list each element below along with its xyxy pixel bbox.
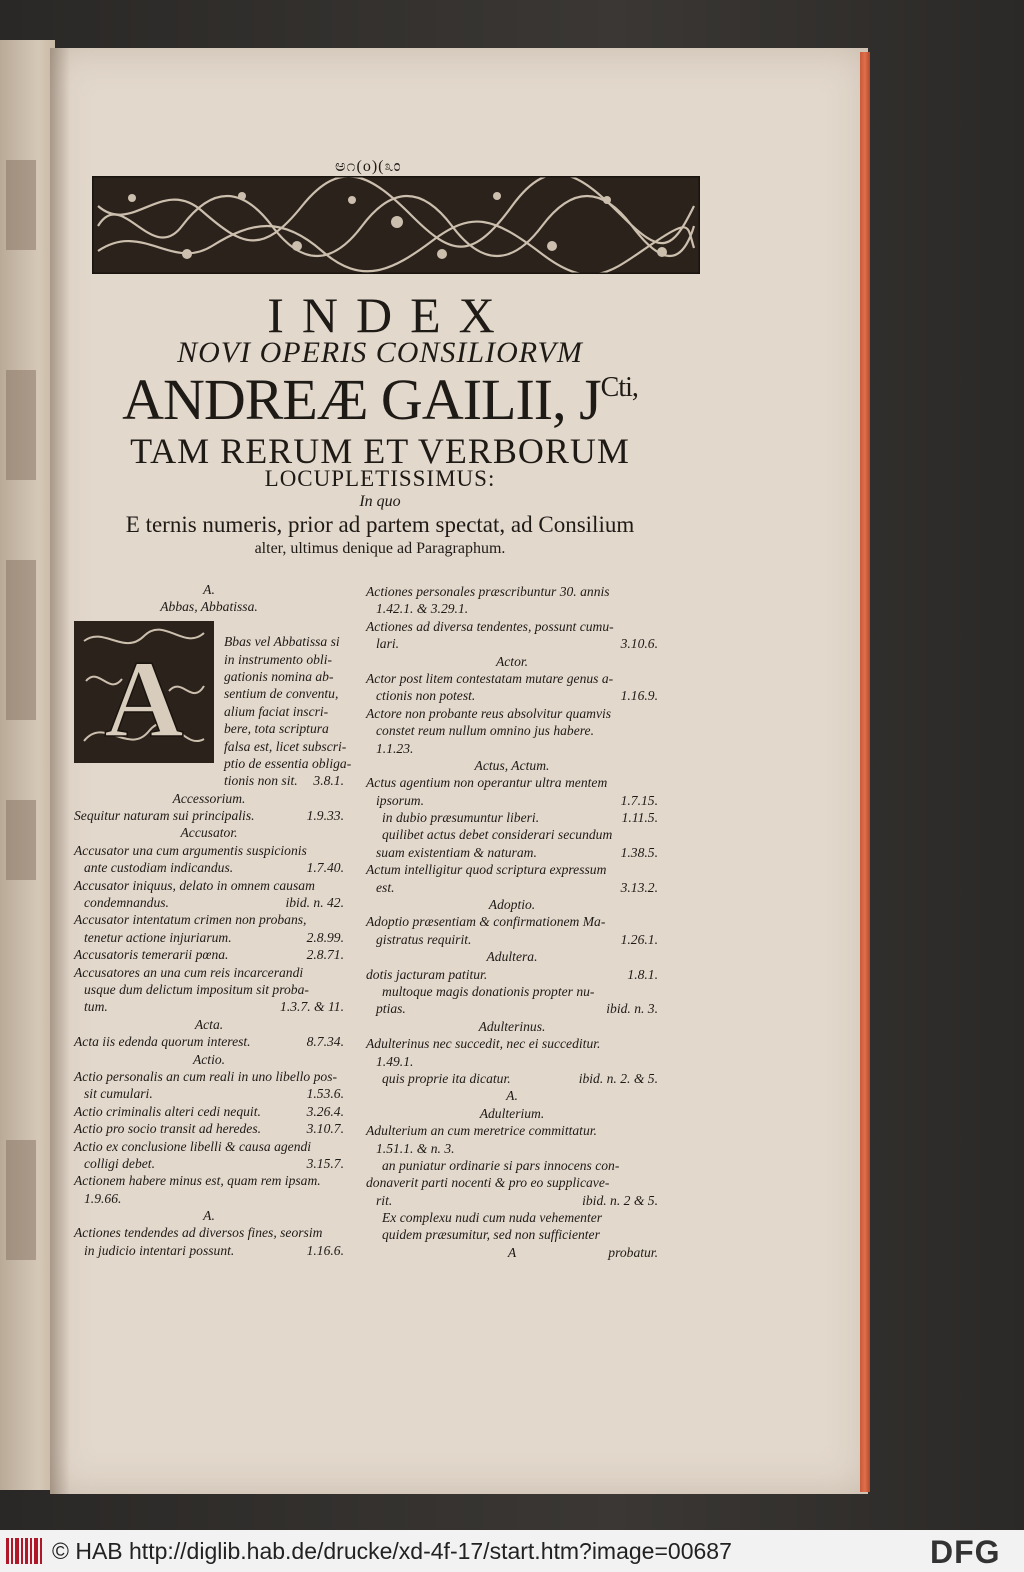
index-entry [366, 687, 658, 704]
index-entry-text: bere, tota scriptura [224, 721, 329, 737]
index-entry [366, 1087, 658, 1104]
index-entry-reference: 1.3.7. & 11. [280, 999, 344, 1015]
index-entry-text: Accusatores an una cum reis incarcerandi [74, 964, 304, 980]
index-entry [74, 738, 347, 755]
index-title: INDEX [267, 287, 513, 343]
index-entry [366, 844, 658, 861]
index-entry-reference: 3.8.1. [313, 773, 344, 789]
index-entry [74, 1120, 344, 1137]
index-entry [366, 1122, 658, 1139]
index-entry [366, 879, 658, 896]
index-entry-text: lari. [376, 636, 400, 652]
index-entry-text: Sequitur naturam sui principalis. [74, 808, 255, 824]
index-entry [74, 859, 344, 876]
index-entry [74, 1051, 344, 1068]
index-entry-text: Acta iis edenda quorum interest. [74, 1034, 251, 1050]
index-entry [74, 633, 344, 650]
index-entry [74, 964, 344, 981]
index-entry [74, 720, 344, 737]
index-entry-text: falsa est, licet subscri- [224, 738, 347, 754]
subtitle-locupletissimus: LOCUPLETISSIMUS: [264, 466, 496, 491]
subtitle-numeris: E ternis numeris, prior ad partem spectat, ad Consilium [125, 512, 635, 537]
index-entry [74, 894, 344, 911]
index-entry [74, 755, 352, 772]
index-entry [74, 1138, 344, 1155]
index-entry-text: an puniatur ordinarie si pars innocens con- [382, 1157, 620, 1173]
index-entry-reference: 1.8.1. [627, 966, 658, 982]
index-entry-text: Accessorium. [172, 790, 246, 806]
index-entry-text: Actio. [192, 1051, 226, 1067]
index-entry-text: A [507, 1244, 517, 1260]
index-entry-reference: ibid. n. 3. [606, 1001, 658, 1017]
index-entry [366, 670, 658, 687]
index-entry-text: sentium de conventu, [224, 686, 339, 702]
index-entry [366, 1192, 658, 1209]
index-entry [366, 966, 658, 983]
index-entry-text: alium faciat inscri- [224, 703, 329, 719]
index-entry [366, 1209, 658, 1226]
index-entry [366, 705, 658, 722]
index-entry [74, 1172, 344, 1189]
index-entry-text: Actum intelligitur quod scriptura expressum [366, 862, 607, 878]
index-entry-text: constet reum nullum omnino jus habere. [376, 723, 594, 739]
index-entry [74, 842, 344, 859]
index-entry [366, 913, 658, 930]
index-entry [74, 668, 344, 685]
source-url[interactable]: © HAB http://diglib.hab.de/drucke/xd-4f-17/start.htm?image=00687 [52, 1538, 732, 1564]
index-entry [74, 824, 344, 841]
author-name: ANDREÆ GAILII, J [122, 367, 601, 432]
index-entry [366, 1244, 658, 1261]
facing-page-edge [0, 40, 55, 1490]
index-entry-text: est. [376, 879, 395, 895]
barcode-icon [6, 1538, 44, 1564]
index-entry-text: Adulterinus. [478, 1018, 546, 1034]
index-entry-text: Adoptio. [488, 897, 536, 913]
index-entry-text: Actionem habere minus est, quam rem ipsam. [74, 1173, 321, 1189]
index-entry-text: Actio ex conclusione libelli & causa agendi [74, 1138, 312, 1154]
index-entry-text: A. [203, 582, 215, 597]
index-entry-text: Accusator. [180, 825, 238, 841]
index-entry [366, 600, 658, 617]
index-entry-text: Accusator intentatum crimen non probans, [74, 912, 307, 928]
index-entry [366, 809, 658, 826]
index-entry-reference: ibid. n. 42. [285, 895, 344, 911]
index-entry [366, 722, 658, 739]
author-title-sup: Cti, [600, 372, 638, 403]
index-entry-text: Actus, Actum. [474, 757, 550, 773]
index-entry [366, 1140, 658, 1157]
index-entry-text: tenetur actione injuriarum. [84, 929, 232, 945]
index-entry-text: Actiones tendendes ad diversos fines, seorsim [74, 1225, 323, 1241]
index-entry [366, 653, 658, 670]
index-entry [74, 1103, 344, 1120]
index-entry [74, 1068, 344, 1085]
index-entry-reference: 3.15.7. [306, 1155, 344, 1171]
index-entry-text: quidem præsumitur, sed non sufficienter [382, 1227, 600, 1243]
index-entry-reference: 3.10.7. [306, 1121, 344, 1137]
index-entry [366, 757, 658, 774]
index-entry [74, 1016, 344, 1033]
index-entry-text: Adoptio præsentiam & confirmationem Ma- [366, 914, 606, 930]
index-entry-text: colligi debet. [84, 1155, 155, 1171]
index-column-left [74, 581, 352, 1259]
index-entry-text: Adulterium. [479, 1105, 545, 1121]
index-entry-text: Actio pro socio transit ad heredes. [74, 1121, 262, 1137]
index-entry-text: Accusator iniquus, delato in omnem causam [74, 877, 315, 893]
index-entry-text: Bbas vel Abbatissa si [224, 634, 340, 650]
index-entry-text: 1.49.1. [376, 1053, 414, 1069]
index-entry [366, 1226, 658, 1243]
index-entry [74, 685, 344, 702]
index-entry-reference: 1.11.5. [621, 810, 658, 826]
page-gutter-shadow [50, 48, 70, 1494]
index-entry-reference: 1.16.6. [306, 1242, 344, 1258]
index-entry-text: gistratus requirit. [376, 931, 472, 947]
index-entry-text: donaverit parti nocenti & pro eo supplicave- [366, 1175, 610, 1191]
index-entry-text: usque dum delictum impositum sit proba- [84, 981, 309, 997]
index-entry [366, 1035, 658, 1052]
index-column-right [366, 583, 658, 1261]
subtitle-rerum: TAM RERUM ET VERBORUM [130, 431, 630, 471]
index-entry-text: A. [203, 1208, 215, 1224]
index-entry-text: gationis nomina ab- [224, 668, 334, 684]
index-entry-text: 1.9.66. [84, 1190, 122, 1206]
index-entry-text: quis proprie ita dicatur. [382, 1070, 511, 1086]
index-entry-reference: 3.13.2. [620, 879, 658, 895]
author-line [0, 366, 760, 433]
index-entry [74, 616, 344, 633]
index-entry-text: Ex complexu nudi cum nuda vehementer [382, 1210, 603, 1226]
index-entry [74, 877, 344, 894]
index-entry-reference: probatur. [608, 1244, 658, 1260]
index-entry [366, 861, 658, 878]
index-entry-text: ctionis non potest. [376, 688, 476, 704]
index-entry-text: ante custodiam indicandus. [84, 860, 234, 876]
index-entry-text: Abbas, Abbatissa. [160, 599, 258, 615]
index-entry [366, 1000, 658, 1017]
index-entry [366, 948, 658, 965]
index-entry-text: Accusatoris temerarii pœna. [74, 947, 229, 963]
dfg-logo: DFG [930, 1534, 1001, 1570]
index-entry-text: Adultera. [486, 949, 538, 965]
index-entry-text: tionis non sit. [224, 773, 298, 789]
index-entry-reference: ibid. n. 2 & 5. [582, 1192, 658, 1208]
index-entry [74, 598, 344, 615]
index-entry [366, 740, 658, 757]
index-entry-reference: 1.9.33. [306, 808, 344, 824]
index-entry-text: in judicio intentari possunt. [84, 1242, 235, 1258]
footer-bar [0, 1530, 1024, 1572]
subtitle-opus: NOVI OPERIS CONSILIORVM [177, 336, 583, 369]
index-entry [366, 774, 658, 791]
header-ornament-mark: ಅ೧(o)(೩ಂ [335, 158, 402, 175]
index-entry-reference: 1.26.1. [620, 931, 658, 947]
svg-text:A: A [104, 638, 184, 760]
index-entry-text: Actus agentium non operantur ultra mentem [366, 775, 608, 791]
index-entry [366, 826, 658, 843]
index-entry [74, 581, 344, 598]
index-entry-text: multoque magis donationis propter nu- [382, 983, 595, 999]
index-entry-text: in dubio præsumuntur liberi. [382, 810, 540, 826]
index-entry [366, 896, 658, 913]
index-entry-text: Actor. [495, 653, 529, 669]
index-entry [74, 772, 344, 789]
index-entry-text: Actiones personales præscribuntur 30. annis [366, 584, 610, 599]
index-entry-reference: 2.8.99. [306, 929, 344, 945]
index-entry-text: Actore non probante reus absolvitur quamvis [366, 705, 612, 721]
index-entry [74, 1207, 344, 1224]
index-entry [74, 1155, 344, 1172]
index-entry-text: ipsorum. [376, 792, 424, 808]
index-entry-text: Actio criminalis alteri cedi nequit. [74, 1103, 261, 1119]
index-entry-text: 1.1.23. [376, 740, 414, 756]
index-entry [366, 1053, 658, 1070]
index-entry-text: tum. [84, 999, 108, 1015]
index-entry-text: rit. [376, 1192, 393, 1208]
index-entry [74, 911, 344, 928]
subtitle-in-quo: In quo [359, 493, 401, 510]
index-entry-text: A. [506, 1088, 518, 1104]
index-entry-reference: 8.7.34. [306, 1034, 344, 1050]
index-entry-text: sit cumulari. [84, 1086, 153, 1102]
index-entry-text: Acta. [194, 1016, 224, 1032]
index-entry [366, 1105, 658, 1122]
index-entry [74, 790, 344, 807]
index-entry [366, 983, 658, 1000]
index-entry-reference: 2.8.71. [306, 947, 344, 963]
index-entry-reference: 1.53.6. [306, 1086, 344, 1102]
index-entry [366, 931, 658, 948]
index-entry [74, 981, 344, 998]
index-entry [74, 703, 344, 720]
index-entry [74, 1033, 344, 1050]
index-entry-reference: ibid. n. 2. & 5. [578, 1070, 658, 1086]
index-entry-reference: 1.16.9. [620, 688, 658, 704]
index-entry-reference: 1.7.15. [620, 792, 658, 808]
index-entry-text: Accusator una cum argumentis suspicionis [74, 842, 307, 858]
index-entry [74, 651, 344, 668]
index-entry-text: suam existentiam & naturam. [376, 844, 537, 860]
index-entry-text: Adulterinus nec succedit, nec ei succeditur. [366, 1036, 601, 1052]
index-entry-reference: 3.26.4. [306, 1103, 344, 1119]
index-entry [74, 998, 344, 1015]
index-entry-text: Actor post litem contestatam mutare genus a- [366, 670, 614, 686]
index-entry-text: in instrumento obli- [224, 651, 332, 667]
index-entry [74, 1190, 344, 1207]
index-entry-text: ptias. [376, 1001, 406, 1017]
index-entry [366, 1157, 658, 1174]
index-entry-text: quilibet actus debet considerari secundum [382, 827, 613, 843]
index-entry [74, 929, 344, 946]
index-entry-text: Adulterium an cum meretrice committatur. [366, 1123, 597, 1139]
index-entry [366, 1174, 658, 1191]
ornamental-headpiece [92, 176, 700, 274]
index-entry-text: 1.42.1. & 3.29.1. [376, 601, 469, 617]
index-entry [366, 583, 658, 600]
index-entry [74, 1224, 344, 1241]
index-entry [74, 807, 344, 824]
red-page-edge [860, 52, 870, 1492]
index-entry-text: ptio de essentia obliga- [224, 755, 352, 771]
index-entry [74, 946, 344, 963]
index-entry-reference: 3.10.6. [620, 636, 658, 652]
index-entry-text: dotis jacturam patitur. [366, 966, 488, 982]
index-entry-text: condemnandus. [84, 895, 169, 911]
index-entry [74, 1242, 344, 1259]
index-entry [366, 792, 658, 809]
index-entry-text: 1.51.1. & n. 3. [376, 1140, 455, 1156]
subtitle-paragraphum: alter, ultimus denique ad Paragraphum. [254, 540, 506, 557]
index-entry [366, 1070, 658, 1087]
index-entry-text: Actiones ad diversa tendentes, possunt cumu- [366, 618, 614, 634]
index-entry [366, 618, 658, 635]
index-entry-reference: 1.7.40. [306, 860, 344, 876]
index-entry [366, 635, 658, 652]
index-entry [366, 1018, 658, 1035]
index-entry-reference: 1.38.5. [620, 844, 658, 860]
index-entry [74, 1085, 344, 1102]
index-entry-text: Actio personalis an cum reali in uno libello pos- [74, 1068, 338, 1084]
